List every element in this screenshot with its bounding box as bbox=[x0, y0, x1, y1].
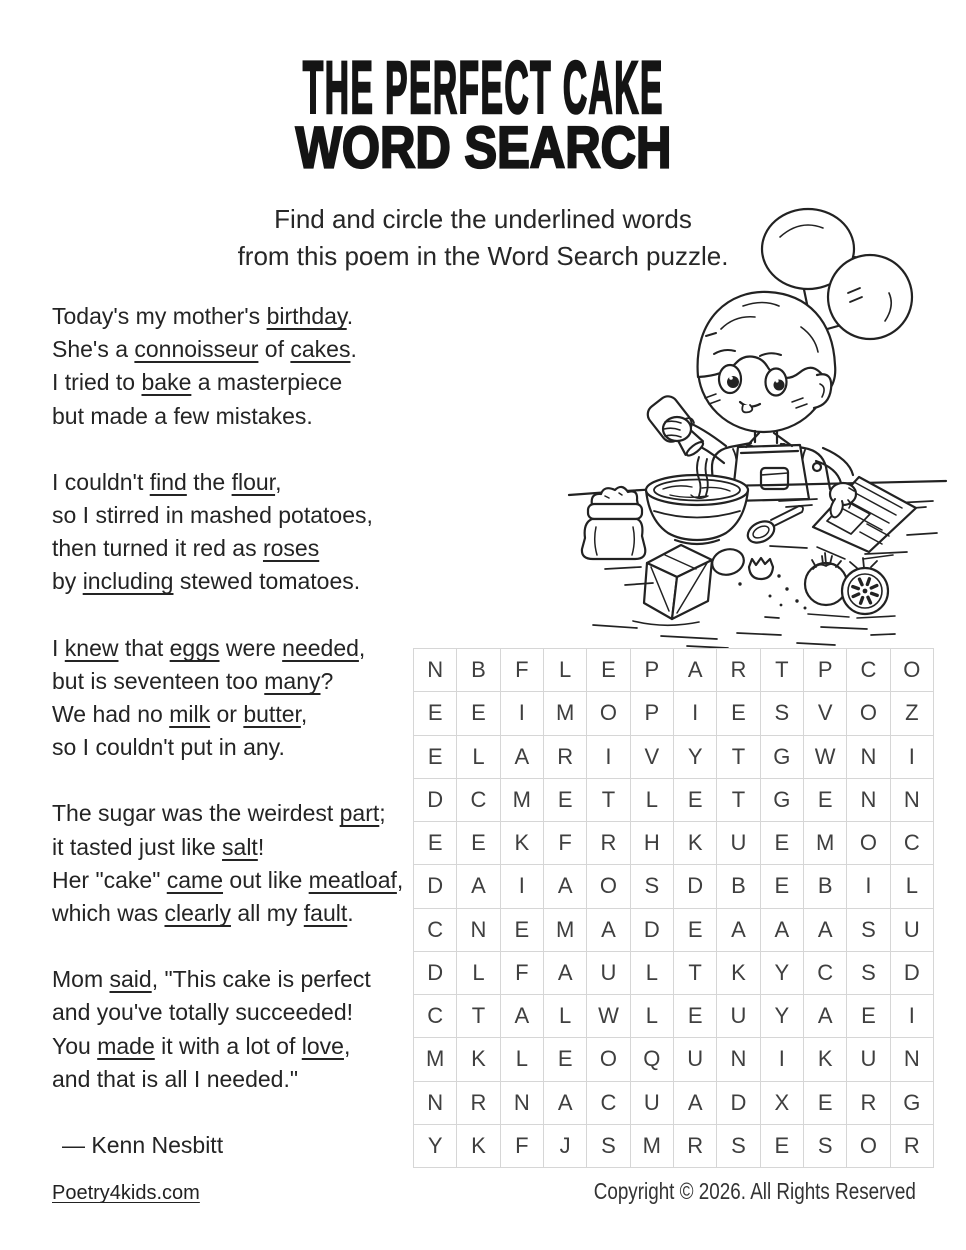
grid-cell: Z bbox=[891, 692, 934, 735]
poem-text: which was bbox=[52, 900, 165, 927]
poem-text: , bbox=[396, 866, 404, 893]
grid-cell: E bbox=[804, 1082, 847, 1125]
poem-text: The sugar was the weirdest bbox=[52, 800, 340, 827]
grid-cell: O bbox=[587, 865, 630, 908]
poem-attribution: — Kenn Nesbitt bbox=[62, 1132, 224, 1159]
grid-cell: U bbox=[631, 1082, 674, 1125]
child-face bbox=[698, 292, 836, 432]
instructions-line-2: from this poem in the Word Search puzzle. bbox=[237, 241, 729, 271]
grid-cell: A bbox=[457, 865, 500, 908]
poem-underlined-word: flour bbox=[231, 468, 276, 495]
poem-underlined-word: came bbox=[166, 866, 224, 893]
grid-cell: O bbox=[847, 692, 890, 735]
poem-stanza bbox=[52, 632, 424, 765]
grid-cell: A bbox=[804, 995, 847, 1038]
grid-cell: E bbox=[414, 822, 457, 865]
grid-cell: D bbox=[414, 865, 457, 908]
poem-stanzas bbox=[52, 300, 424, 1096]
instructions-line-1: Find and circle the underlined words bbox=[274, 204, 692, 234]
poem-underlined-word: needed bbox=[282, 634, 359, 661]
grid-cell: T bbox=[674, 952, 717, 995]
poem-text: but is seventeen too bbox=[52, 667, 265, 694]
poem-text: Mom bbox=[52, 966, 110, 993]
grid-cell: L bbox=[631, 779, 674, 822]
page-title: THE PERFECT CAKE bbox=[302, 44, 664, 130]
poem-text: I couldn't bbox=[52, 468, 150, 495]
grid-cell: S bbox=[804, 1125, 847, 1168]
poem-underlined-word: bake bbox=[141, 369, 192, 396]
grid-cell: N bbox=[847, 736, 890, 779]
grid-cell: A bbox=[544, 1082, 587, 1125]
crumb-dots bbox=[738, 574, 812, 609]
grid-cell: N bbox=[414, 1082, 457, 1125]
grid-cell: Q bbox=[631, 1038, 674, 1081]
site-link[interactable]: Poetry4kids.com bbox=[52, 1182, 200, 1204]
grid-cell: A bbox=[544, 952, 587, 995]
grid-cell: U bbox=[717, 995, 760, 1038]
grid-cell: L bbox=[544, 995, 587, 1038]
grid-cell: U bbox=[674, 1038, 717, 1081]
grid-cell: I bbox=[674, 692, 717, 735]
poem-underlined-word: fault bbox=[303, 900, 348, 927]
poem-line bbox=[52, 300, 424, 333]
grid-cell: I bbox=[891, 736, 934, 779]
poem-text: She's a bbox=[52, 336, 135, 363]
grid-cell: N bbox=[414, 649, 457, 692]
grid-cell: M bbox=[631, 1125, 674, 1168]
grid-cell: E bbox=[674, 779, 717, 822]
poem-text: the bbox=[186, 468, 232, 495]
grid-cell: R bbox=[891, 1125, 934, 1168]
poem-stanza bbox=[52, 797, 424, 930]
poem-line bbox=[52, 665, 424, 698]
poem-stanza bbox=[52, 963, 424, 1096]
tomatoes bbox=[805, 553, 895, 618]
grid-cell: M bbox=[544, 692, 587, 735]
grid-cell: E bbox=[674, 995, 717, 1038]
grid-cell: G bbox=[891, 1082, 934, 1125]
page-subtitle-wrap bbox=[0, 115, 966, 181]
grid-cell: L bbox=[544, 649, 587, 692]
poem-line bbox=[52, 963, 424, 996]
grid-cell: T bbox=[717, 779, 760, 822]
poem-line bbox=[52, 698, 424, 731]
grid-cell: C bbox=[414, 909, 457, 952]
grid-cell: E bbox=[457, 692, 500, 735]
mixing-bowl bbox=[646, 457, 748, 544]
grid-cell: B bbox=[804, 865, 847, 908]
egg bbox=[709, 546, 746, 578]
poem-text: Her "cake" bbox=[52, 866, 167, 893]
grid-cell: A bbox=[544, 865, 587, 908]
grid-cell: X bbox=[761, 1082, 804, 1125]
grid-cell: C bbox=[804, 952, 847, 995]
grid-cell: U bbox=[847, 1038, 890, 1081]
poem-underlined-word: clearly bbox=[164, 900, 231, 927]
poem-text: . bbox=[350, 336, 357, 363]
grid-cell: A bbox=[804, 909, 847, 952]
grid-cell: Y bbox=[414, 1125, 457, 1168]
grid-cell: C bbox=[847, 649, 890, 692]
grid-cell: E bbox=[501, 909, 544, 952]
grid-cell: R bbox=[717, 649, 760, 692]
grid-cell: F bbox=[501, 1125, 544, 1168]
grid-cell: E bbox=[717, 692, 760, 735]
grid-cell: S bbox=[761, 692, 804, 735]
poem-text: but made a few mistakes. bbox=[52, 402, 313, 429]
grid-cell: P bbox=[631, 649, 674, 692]
grid-cell: T bbox=[761, 649, 804, 692]
poem-stanza bbox=[52, 300, 424, 433]
poem-underlined-word: milk bbox=[169, 701, 211, 728]
grid-cell: B bbox=[717, 865, 760, 908]
poem-text: by bbox=[52, 568, 83, 595]
poem-line bbox=[52, 400, 424, 433]
grid-cell: J bbox=[544, 1125, 587, 1168]
poem-text: , bbox=[343, 1032, 351, 1059]
grid-cell: N bbox=[891, 1038, 934, 1081]
grid-cell: N bbox=[717, 1038, 760, 1081]
grid-cell: L bbox=[631, 952, 674, 995]
grid-cell: F bbox=[501, 649, 544, 692]
grid-cell: O bbox=[587, 1038, 630, 1081]
poem-underlined-word: cakes bbox=[290, 336, 351, 363]
grid-cell: K bbox=[804, 1038, 847, 1081]
grid-cell: L bbox=[891, 865, 934, 908]
grid-cell: T bbox=[717, 736, 760, 779]
grid-cell: G bbox=[761, 736, 804, 779]
grid-cell: Y bbox=[761, 952, 804, 995]
grid-cell: K bbox=[457, 1125, 500, 1168]
grid-cell: E bbox=[761, 1125, 804, 1168]
grid-cell: Y bbox=[674, 736, 717, 779]
flour-sack bbox=[582, 487, 645, 559]
poem-text: a masterpiece bbox=[191, 369, 343, 396]
grid-cell: E bbox=[804, 779, 847, 822]
poem-text: We had no bbox=[52, 701, 170, 728]
grid-cell: K bbox=[457, 1038, 500, 1081]
poem-line bbox=[52, 797, 424, 830]
poem-text: out like bbox=[223, 866, 309, 893]
poem-underlined-word: including bbox=[82, 568, 174, 595]
grid-cell: R bbox=[847, 1082, 890, 1125]
poem-text: it with a lot of bbox=[154, 1032, 302, 1059]
poem-line bbox=[52, 831, 424, 864]
grid-cell: A bbox=[501, 995, 544, 1038]
grid-cell: S bbox=[717, 1125, 760, 1168]
grid-cell: I bbox=[761, 1038, 804, 1081]
grid-cell: R bbox=[457, 1082, 500, 1125]
grid-cell: S bbox=[847, 952, 890, 995]
baking-child-illustration bbox=[565, 205, 950, 650]
page-header bbox=[0, 44, 966, 130]
poem-underlined-word: connoisseur bbox=[134, 336, 259, 363]
poem-underlined-word: made bbox=[97, 1032, 155, 1059]
spoon bbox=[744, 506, 803, 547]
grid-cell: R bbox=[587, 822, 630, 865]
grid-cell: R bbox=[544, 736, 587, 779]
poem-text: all my bbox=[230, 900, 304, 927]
cracked-eggshell bbox=[749, 558, 773, 579]
grid-cell: I bbox=[847, 865, 890, 908]
poem-text: so I couldn't put in any. bbox=[52, 734, 285, 761]
grid-cell: D bbox=[891, 952, 934, 995]
grid-cell: V bbox=[631, 736, 674, 779]
grid-cell: L bbox=[501, 1038, 544, 1081]
grid-cell: P bbox=[631, 692, 674, 735]
poem-text: . bbox=[347, 900, 354, 927]
grid-cell: V bbox=[804, 692, 847, 735]
grid-cell: E bbox=[761, 822, 804, 865]
poem-stanza bbox=[52, 466, 424, 599]
poem-underlined-word: meatloaf bbox=[308, 866, 397, 893]
grid-cell: M bbox=[414, 1038, 457, 1081]
poem-text: or bbox=[210, 701, 244, 728]
grid-cell: D bbox=[674, 865, 717, 908]
poem-text: were bbox=[219, 634, 283, 661]
grid-cell: H bbox=[631, 822, 674, 865]
grid-cell: K bbox=[501, 822, 544, 865]
grid-cell: I bbox=[501, 865, 544, 908]
grid-cell: S bbox=[587, 1125, 630, 1168]
poem-line bbox=[52, 499, 424, 532]
poem-line bbox=[52, 897, 424, 930]
grid-cell: G bbox=[761, 779, 804, 822]
grid-cell: L bbox=[457, 952, 500, 995]
poem bbox=[52, 300, 424, 1162]
poem-text: stewed tomatoes. bbox=[173, 568, 361, 595]
poem-line bbox=[52, 1030, 424, 1063]
grid-cell: D bbox=[414, 952, 457, 995]
grid-cell: E bbox=[674, 909, 717, 952]
poem-line bbox=[52, 532, 424, 565]
grid-cell: W bbox=[587, 995, 630, 1038]
grid-cell: Y bbox=[761, 995, 804, 1038]
grid-cell: E bbox=[544, 1038, 587, 1081]
grid-cell: M bbox=[501, 779, 544, 822]
poem-line bbox=[52, 996, 424, 1029]
poem-underlined-word: love bbox=[301, 1032, 344, 1059]
poem-underlined-word: said bbox=[109, 966, 152, 993]
poem-line bbox=[52, 1063, 424, 1096]
poem-underlined-word: eggs bbox=[169, 634, 220, 661]
poem-text: , bbox=[358, 634, 366, 661]
grid-cell: O bbox=[587, 692, 630, 735]
grid-cell: F bbox=[544, 822, 587, 865]
grid-cell: S bbox=[847, 909, 890, 952]
poem-text: , "This cake is perfect bbox=[151, 966, 371, 993]
grid-cell: T bbox=[587, 779, 630, 822]
page-footer bbox=[52, 1178, 916, 1206]
poem-line bbox=[52, 565, 424, 598]
grid-cell: N bbox=[847, 779, 890, 822]
grid-cell: F bbox=[501, 952, 544, 995]
poem-line bbox=[52, 632, 424, 665]
copyright-text: Copyright © 2026. All Rights Reserved bbox=[593, 1178, 916, 1204]
poem-text: ! bbox=[257, 833, 265, 860]
poem-line bbox=[52, 466, 424, 499]
grid-cell: N bbox=[457, 909, 500, 952]
poem-underlined-word: birthday bbox=[266, 303, 347, 329]
grid-cell: K bbox=[717, 952, 760, 995]
poem-line bbox=[52, 366, 424, 399]
grid-cell: E bbox=[414, 692, 457, 735]
poem-underlined-word: find bbox=[149, 468, 187, 495]
recipe-sheet bbox=[813, 477, 916, 559]
grid-cell: A bbox=[717, 909, 760, 952]
poem-text: ; bbox=[379, 800, 386, 827]
grid-cell: C bbox=[587, 1082, 630, 1125]
poem-underlined-word: part bbox=[339, 800, 380, 827]
grid-cell: R bbox=[674, 1125, 717, 1168]
poem-text: , bbox=[275, 468, 282, 495]
grid-cell: A bbox=[674, 649, 717, 692]
grid-cell: D bbox=[717, 1082, 760, 1125]
poem-text: that bbox=[118, 634, 170, 661]
grid-cell: L bbox=[631, 995, 674, 1038]
grid-cell: D bbox=[414, 779, 457, 822]
poem-text: of bbox=[258, 336, 291, 363]
poem-text: and that is all I needed." bbox=[52, 1065, 299, 1092]
poem-text: You bbox=[52, 1032, 98, 1059]
grid-cell: O bbox=[847, 822, 890, 865]
poem-text: ? bbox=[320, 667, 334, 694]
grid-cell: U bbox=[587, 952, 630, 995]
grid-cell: P bbox=[804, 649, 847, 692]
grid-cell: E bbox=[544, 779, 587, 822]
poem-line bbox=[52, 333, 424, 366]
poem-text: Today's my mother's bbox=[52, 303, 267, 329]
butter-box bbox=[633, 545, 712, 625]
grid-cell: I bbox=[501, 692, 544, 735]
grid-cell: N bbox=[501, 1082, 544, 1125]
poem-underlined-word: butter bbox=[243, 701, 301, 728]
poem-underlined-word: roses bbox=[262, 535, 320, 562]
grid-cell: I bbox=[891, 995, 934, 1038]
poem-underlined-word: salt bbox=[222, 833, 258, 860]
grid-cell: U bbox=[717, 822, 760, 865]
grid-cell: A bbox=[501, 736, 544, 779]
grid-cell: T bbox=[457, 995, 500, 1038]
grid-cell: A bbox=[587, 909, 630, 952]
grid-cell: U bbox=[891, 909, 934, 952]
page-subtitle: WORD SEARCH bbox=[295, 115, 671, 181]
grid-cell: W bbox=[804, 736, 847, 779]
poem-text: . bbox=[346, 303, 354, 329]
grid-cell: E bbox=[847, 995, 890, 1038]
grid-cell: L bbox=[457, 736, 500, 779]
poem-line bbox=[52, 731, 424, 764]
grid-cell: E bbox=[414, 736, 457, 779]
grid-cell: B bbox=[457, 649, 500, 692]
poem-text: then turned it red as bbox=[52, 535, 263, 562]
poem-text: I bbox=[52, 634, 65, 661]
grid-cell: N bbox=[891, 779, 934, 822]
poem-text: it tasted just like bbox=[52, 833, 223, 860]
grid-cell: E bbox=[587, 649, 630, 692]
poem-underlined-word: knew bbox=[64, 634, 119, 661]
grid-cell: E bbox=[761, 865, 804, 908]
grid-cell: M bbox=[804, 822, 847, 865]
poem-underlined-word: many bbox=[264, 667, 321, 694]
grid-cell: S bbox=[631, 865, 674, 908]
poem-text: so I stirred in mashed potatoes, bbox=[52, 502, 373, 529]
poem-text: and you've totally succeeded! bbox=[52, 999, 354, 1026]
poem-line bbox=[52, 864, 424, 897]
grid-cell: O bbox=[847, 1125, 890, 1168]
grid-cell: C bbox=[414, 995, 457, 1038]
grid-cell: M bbox=[544, 909, 587, 952]
grid-cell: A bbox=[761, 909, 804, 952]
grid-cell: A bbox=[674, 1082, 717, 1125]
grid-cell: E bbox=[457, 822, 500, 865]
poem-text: , bbox=[300, 701, 308, 728]
poem-text: I tried to bbox=[52, 369, 142, 396]
grid-cell: C bbox=[891, 822, 934, 865]
grid-cell: D bbox=[631, 909, 674, 952]
grid-cell: O bbox=[891, 649, 934, 692]
grid-cell: C bbox=[457, 779, 500, 822]
grid-cell: K bbox=[674, 822, 717, 865]
word-search-grid bbox=[413, 648, 934, 1168]
grid-cell: I bbox=[587, 736, 630, 779]
